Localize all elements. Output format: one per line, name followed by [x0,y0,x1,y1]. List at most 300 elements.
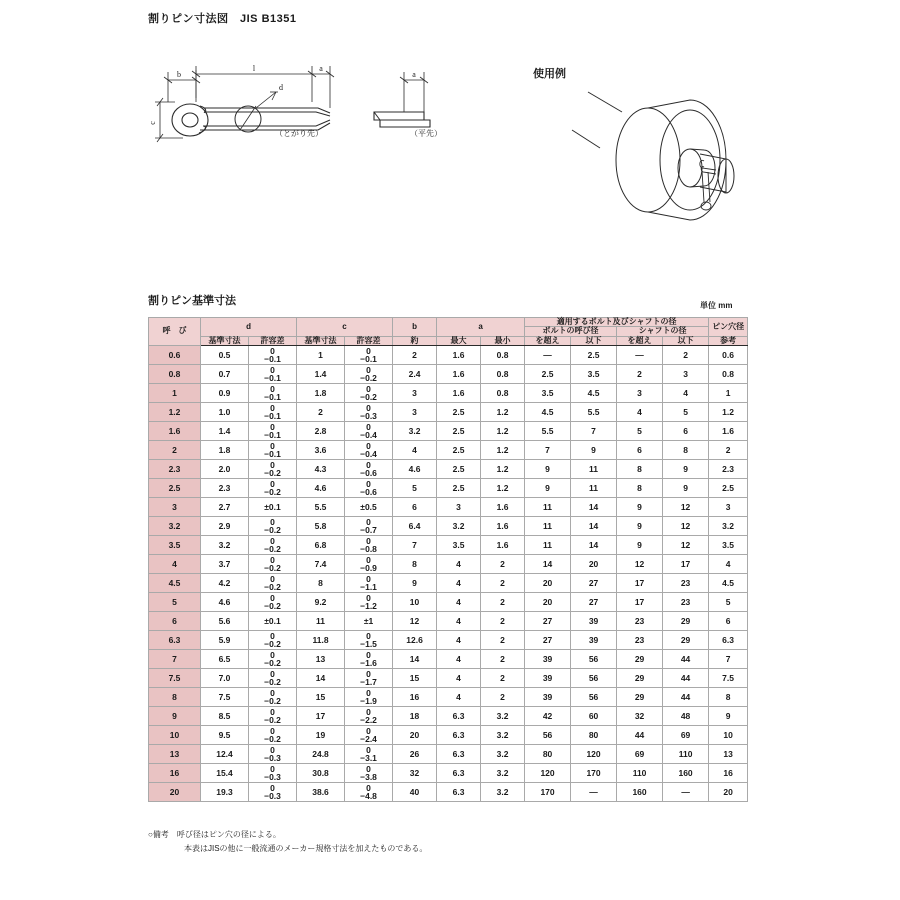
cell-nominal-size: 2.5 [149,479,201,498]
table-row [149,555,748,574]
cell-b-approx: 26 [393,745,437,764]
cell-a-min: 3.2 [481,783,525,802]
cell-c-basic: 13 [297,650,345,669]
cell-pin-hole: 16 [709,764,748,783]
cell-d-basic: 1.0 [201,403,249,422]
table-row [149,688,748,707]
cell-shaft-over: 3 [617,384,663,403]
cell-a-min: 2 [481,650,525,669]
table-body [149,346,748,802]
cell-nominal-size: 2.3 [149,460,201,479]
cell-pin-hole: 6.3 [709,631,748,650]
cell-bolt-over: 20 [525,593,571,612]
cell-b-approx: 9 [393,574,437,593]
cell-d-basic: 0.5 [201,346,249,365]
cell-a-max: 2.5 [437,479,481,498]
cell-a-max: 1.6 [437,365,481,384]
cell-bolt-over: 3.5 [525,384,571,403]
table-row [149,574,748,593]
cell-shaft-over: 160 [617,783,663,802]
cell-d-basic: 2.0 [201,460,249,479]
cell-c-tolerance: 0 −0.4 [345,441,393,460]
cell-b-approx: 12.6 [393,631,437,650]
cell-pin-hole: 9 [709,707,748,726]
table-row [149,536,748,555]
header-pin-hole-reference: 参考 [709,336,748,345]
table-row [149,612,748,631]
cell-c-tolerance: 0 −0.8 [345,536,393,555]
cotter-pin-figures [0,40,900,250]
cell-pin-hole: 3 [709,498,748,517]
cell-bolt-over: — [525,346,571,365]
table-row [149,346,748,365]
cell-bolt-over: 4.5 [525,403,571,422]
cell-bolt-over: 170 [525,783,571,802]
cell-a-max: 4 [437,631,481,650]
cell-bolt-over: 27 [525,631,571,650]
cell-a-max: 6.3 [437,726,481,745]
cell-b-approx: 3 [393,384,437,403]
cell-c-tolerance: 0 −2.2 [345,707,393,726]
cell-a-max: 2.5 [437,403,481,422]
cell-pin-hole: 1.2 [709,403,748,422]
cell-c-tolerance: 0 −1.1 [345,574,393,593]
cell-b-approx: 2 [393,346,437,365]
cell-b-approx: 10 [393,593,437,612]
cell-a-min: 1.6 [481,498,525,517]
cell-shaft-under: 5 [663,403,709,422]
cell-pin-hole: 0.6 [709,346,748,365]
cell-pin-hole: 0.8 [709,365,748,384]
table-row [149,745,748,764]
cell-nominal-size: 3.5 [149,536,201,555]
cell-c-basic: 38.6 [297,783,345,802]
header-a-min: 最小 [481,336,525,345]
cell-shaft-under: 69 [663,726,709,745]
cell-c-basic: 2.8 [297,422,345,441]
cell-a-min: 0.8 [481,346,525,365]
cell-a-min: 1.2 [481,422,525,441]
cell-shaft-under: 4 [663,384,709,403]
cell-bolt-under: 39 [571,631,617,650]
cell-a-max: 6.3 [437,745,481,764]
cell-d-basic: 3.7 [201,555,249,574]
cell-shaft-over: 32 [617,707,663,726]
cell-a-max: 4 [437,593,481,612]
cell-d-basic: 4.2 [201,574,249,593]
cell-a-min: 3.2 [481,745,525,764]
cell-d-basic: 8.5 [201,707,249,726]
cell-d-tolerance: ±0.1 [249,498,297,517]
cell-d-tolerance: 0 −0.1 [249,384,297,403]
cell-b-approx: 3.2 [393,422,437,441]
cell-bolt-over: 14 [525,555,571,574]
cell-pin-hole: 6 [709,612,748,631]
cell-b-approx: 15 [393,669,437,688]
header-applicable-dia: 適用するボルト及びシャフトの径 [525,318,709,327]
cell-nominal-size: 6.3 [149,631,201,650]
cell-d-tolerance: 0 −0.2 [249,555,297,574]
cell-bolt-under: 7 [571,422,617,441]
cell-d-tolerance: 0 −0.2 [249,479,297,498]
cell-d-tolerance: 0 −0.2 [249,574,297,593]
cell-b-approx: 2.4 [393,365,437,384]
cell-shaft-over: — [617,346,663,365]
cell-b-approx: 14 [393,650,437,669]
cell-c-tolerance: 0 −0.6 [345,460,393,479]
cell-c-tolerance: 0 −0.1 [345,346,393,365]
cell-shaft-over: 17 [617,574,663,593]
cell-bolt-over: 11 [525,517,571,536]
cell-c-basic: 5.5 [297,498,345,517]
cell-nominal-size: 7.5 [149,669,201,688]
cell-shaft-under: 23 [663,574,709,593]
cell-bolt-under: 80 [571,726,617,745]
cell-d-tolerance: 0 −0.3 [249,745,297,764]
cell-bolt-over: 39 [525,688,571,707]
cell-a-min: 1.2 [481,479,525,498]
cell-nominal-size: 1.6 [149,422,201,441]
cell-d-basic: 12.4 [201,745,249,764]
cell-b-approx: 18 [393,707,437,726]
cell-shaft-over: 29 [617,650,663,669]
cell-d-basic: 5.6 [201,612,249,631]
cell-c-basic: 17 [297,707,345,726]
cell-d-basic: 2.3 [201,479,249,498]
cell-bolt-over: 11 [525,536,571,555]
cell-d-tolerance: 0 −0.2 [249,631,297,650]
cell-shaft-over: 9 [617,517,663,536]
cell-a-min: 1.2 [481,403,525,422]
cell-bolt-under: 11 [571,479,617,498]
cell-pin-hole: 10 [709,726,748,745]
header-bolt-under: 以下 [571,336,617,345]
cell-bolt-over: 42 [525,707,571,726]
cell-c-basic: 1 [297,346,345,365]
cell-a-max: 4 [437,555,481,574]
cell-shaft-under: 29 [663,631,709,650]
cell-c-basic: 30.8 [297,764,345,783]
cell-pin-hole: 5 [709,593,748,612]
cell-a-max: 2.5 [437,422,481,441]
cell-c-tolerance: 0 −0.7 [345,517,393,536]
table-row [149,441,748,460]
cell-d-tolerance: ±0.1 [249,612,297,631]
cell-shaft-under: 12 [663,517,709,536]
cell-b-approx: 4.6 [393,460,437,479]
cell-d-tolerance: 0 −0.1 [249,403,297,422]
header-a: a [437,318,525,337]
table-row [149,783,748,802]
cell-bolt-over: 11 [525,498,571,517]
cell-a-min: 2 [481,669,525,688]
cell-pin-hole: 2 [709,441,748,460]
cell-bolt-under: 120 [571,745,617,764]
cell-shaft-under: 160 [663,764,709,783]
table-row [149,479,748,498]
cell-c-tolerance: 0 −0.4 [345,422,393,441]
table-row [149,669,748,688]
cell-a-max: 1.6 [437,346,481,365]
cell-c-basic: 19 [297,726,345,745]
cell-shaft-over: 2 [617,365,663,384]
cell-a-min: 1.6 [481,517,525,536]
cell-pin-hole: 1.6 [709,422,748,441]
caption-flat-tip: （平先） [410,129,442,138]
header-b-approx: 約 [393,336,437,345]
cell-c-basic: 8 [297,574,345,593]
cell-shaft-over: 12 [617,555,663,574]
cell-bolt-under: 2.5 [571,346,617,365]
cell-d-tolerance: 0 −0.2 [249,517,297,536]
cell-shaft-under: 12 [663,498,709,517]
cell-b-approx: 7 [393,536,437,555]
cell-shaft-under: 2 [663,346,709,365]
table-row [149,498,748,517]
cell-d-basic: 9.5 [201,726,249,745]
cell-b-approx: 40 [393,783,437,802]
cell-bolt-over: 7 [525,441,571,460]
cell-shaft-over: 23 [617,631,663,650]
cell-shaft-under: 3 [663,365,709,384]
cell-nominal-size: 1.2 [149,403,201,422]
table-row [149,631,748,650]
cell-d-tolerance: 0 −0.3 [249,764,297,783]
unit-label: 単位 mm [700,301,733,310]
table-head [149,318,748,346]
cell-a-min: 3.2 [481,707,525,726]
cell-shaft-over: 110 [617,764,663,783]
cell-d-basic: 2.7 [201,498,249,517]
cell-c-basic: 7.4 [297,555,345,574]
cell-nominal-size: 16 [149,764,201,783]
cell-c-tolerance: 0 −0.6 [345,479,393,498]
cell-d-basic: 4.6 [201,593,249,612]
cell-d-tolerance: 0 −0.2 [249,707,297,726]
cell-nominal-size: 20 [149,783,201,802]
cell-d-basic: 1.4 [201,422,249,441]
cell-bolt-under: 60 [571,707,617,726]
cell-a-min: 3.2 [481,726,525,745]
drawing-area [0,40,900,250]
cell-bolt-over: 80 [525,745,571,764]
cell-a-max: 3.5 [437,536,481,555]
cell-nominal-size: 3.2 [149,517,201,536]
cell-c-tolerance: ±1 [345,612,393,631]
cell-a-max: 6.3 [437,707,481,726]
cell-shaft-over: 29 [617,688,663,707]
cell-nominal-size: 10 [149,726,201,745]
cell-shaft-under: 44 [663,669,709,688]
cell-shaft-over: 5 [617,422,663,441]
cell-c-basic: 14 [297,669,345,688]
cell-shaft-under: 110 [663,745,709,764]
cell-c-tolerance: 0 −1.5 [345,631,393,650]
cell-b-approx: 16 [393,688,437,707]
cell-d-basic: 7.0 [201,669,249,688]
header-a-max: 最大 [437,336,481,345]
cell-a-max: 6.3 [437,783,481,802]
page-title: 割りピン寸法図 JIS B1351 [148,13,297,25]
cell-shaft-over: 9 [617,536,663,555]
cell-c-basic: 24.8 [297,745,345,764]
cell-a-min: 2 [481,574,525,593]
cell-c-tolerance: 0 −1.9 [345,688,393,707]
cell-c-tolerance: 0 −3.1 [345,745,393,764]
cell-b-approx: 3 [393,403,437,422]
cell-pin-hole: 4.5 [709,574,748,593]
cell-a-max: 2.5 [437,441,481,460]
cell-d-basic: 1.8 [201,441,249,460]
cell-c-basic: 9.2 [297,593,345,612]
cell-d-basic: 7.5 [201,688,249,707]
cell-c-tolerance: ±0.5 [345,498,393,517]
cell-c-tolerance: 0 −0.2 [345,384,393,403]
cell-a-max: 4 [437,688,481,707]
cell-pin-hole: 4 [709,555,748,574]
header-bolt-dia: ボルトの呼び径 [525,327,617,336]
cell-c-tolerance: 0 −3.8 [345,764,393,783]
cell-bolt-under: 14 [571,498,617,517]
cell-a-min: 2 [481,593,525,612]
note-line-2: 本表はJISの他に一般流通のメーカー規格寸法を加えたものである。 [184,843,428,853]
cell-pin-hole: 8 [709,688,748,707]
cell-c-basic: 2 [297,403,345,422]
cell-c-tolerance: 0 −1.6 [345,650,393,669]
cell-b-approx: 6.4 [393,517,437,536]
cell-shaft-under: 29 [663,612,709,631]
cell-c-basic: 6.8 [297,536,345,555]
cell-bolt-over: 120 [525,764,571,783]
cell-shaft-under: 17 [663,555,709,574]
cell-c-tolerance: 0 −4.8 [345,783,393,802]
cell-c-tolerance: 0 −1.2 [345,593,393,612]
table-title: 割りピン基準寸法 [148,295,236,307]
cell-nominal-size: 0.8 [149,365,201,384]
cell-shaft-under: 9 [663,479,709,498]
header-name: 呼 び [149,318,201,346]
table-row [149,403,748,422]
cell-bolt-under: 27 [571,574,617,593]
cell-bolt-over: 2.5 [525,365,571,384]
header-shaft-dia: シャフトの径 [617,327,709,336]
cell-shaft-under: 8 [663,441,709,460]
header-d: d [201,318,297,337]
cell-c-basic: 11.8 [297,631,345,650]
cell-pin-hole: 3.5 [709,536,748,555]
cell-bolt-under: 56 [571,669,617,688]
header-row-3 [149,336,748,345]
dim-label-a2: a [412,70,416,79]
cell-b-approx: 6 [393,498,437,517]
cell-c-basic: 11 [297,612,345,631]
cell-d-tolerance: 0 −0.2 [249,536,297,555]
table-row [149,650,748,669]
header-d-tolerance: 許容差 [249,336,297,345]
cell-c-tolerance: 0 −1.7 [345,669,393,688]
cell-d-basic: 0.7 [201,365,249,384]
cell-b-approx: 4 [393,441,437,460]
cell-d-basic: 3.2 [201,536,249,555]
cell-a-max: 2.5 [437,460,481,479]
cell-shaft-over: 4 [617,403,663,422]
cell-d-tolerance: 0 −0.2 [249,669,297,688]
table-row [149,726,748,745]
cell-bolt-under: 5.5 [571,403,617,422]
cell-shaft-under: 23 [663,593,709,612]
cell-b-approx: 5 [393,479,437,498]
cell-d-basic: 2.9 [201,517,249,536]
cell-bolt-under: 170 [571,764,617,783]
cell-pin-hole: 7.5 [709,669,748,688]
cell-bolt-under: 11 [571,460,617,479]
cell-a-min: 0.8 [481,384,525,403]
usage-example-label: 使用例 [533,68,566,80]
dim-label-l: l [252,64,256,73]
cell-d-tolerance: 0 −0.1 [249,346,297,365]
cell-shaft-over: 17 [617,593,663,612]
cell-bolt-under: 39 [571,612,617,631]
cell-c-tolerance: 0 −2.4 [345,726,393,745]
cell-c-basic: 1.4 [297,365,345,384]
cell-bolt-over: 27 [525,612,571,631]
cell-a-min: 1.6 [481,536,525,555]
cell-c-basic: 4.6 [297,479,345,498]
cell-bolt-under: 20 [571,555,617,574]
cell-pin-hole: 20 [709,783,748,802]
cell-a-max: 3 [437,498,481,517]
cell-shaft-over: 8 [617,460,663,479]
cell-bolt-over: 39 [525,650,571,669]
cell-nominal-size: 2 [149,441,201,460]
cell-d-basic: 0.9 [201,384,249,403]
cell-nominal-size: 9 [149,707,201,726]
dim-label-b: b [177,70,181,79]
cell-d-tolerance: 0 −0.3 [249,783,297,802]
cell-a-max: 4 [437,650,481,669]
cell-pin-hole: 3.2 [709,517,748,536]
table-row [149,460,748,479]
cell-d-tolerance: 0 −0.2 [249,726,297,745]
cell-bolt-over: 20 [525,574,571,593]
cell-a-min: 3.2 [481,764,525,783]
cell-b-approx: 8 [393,555,437,574]
cell-bolt-under: 56 [571,650,617,669]
table-row [149,422,748,441]
header-b: b [393,318,437,337]
cell-d-basic: 6.5 [201,650,249,669]
cell-a-max: 4 [437,574,481,593]
cell-c-basic: 15 [297,688,345,707]
cell-bolt-over: 56 [525,726,571,745]
cell-a-min: 2 [481,555,525,574]
header-pin-hole-dia: ピン穴径 [709,318,748,337]
cell-pin-hole: 2.5 [709,479,748,498]
cell-a-min: 0.8 [481,365,525,384]
header-c: c [297,318,393,337]
cell-bolt-under: 9 [571,441,617,460]
cell-d-basic: 5.9 [201,631,249,650]
dim-label-d: d [279,83,283,92]
cell-a-min: 2 [481,688,525,707]
cell-nominal-size: 5 [149,593,201,612]
cell-shaft-over: 29 [617,669,663,688]
table-row [149,593,748,612]
cell-c-tolerance: 0 −0.2 [345,365,393,384]
cell-d-tolerance: 0 −0.2 [249,593,297,612]
cell-c-tolerance: 0 −0.3 [345,403,393,422]
notes-block [148,828,427,855]
